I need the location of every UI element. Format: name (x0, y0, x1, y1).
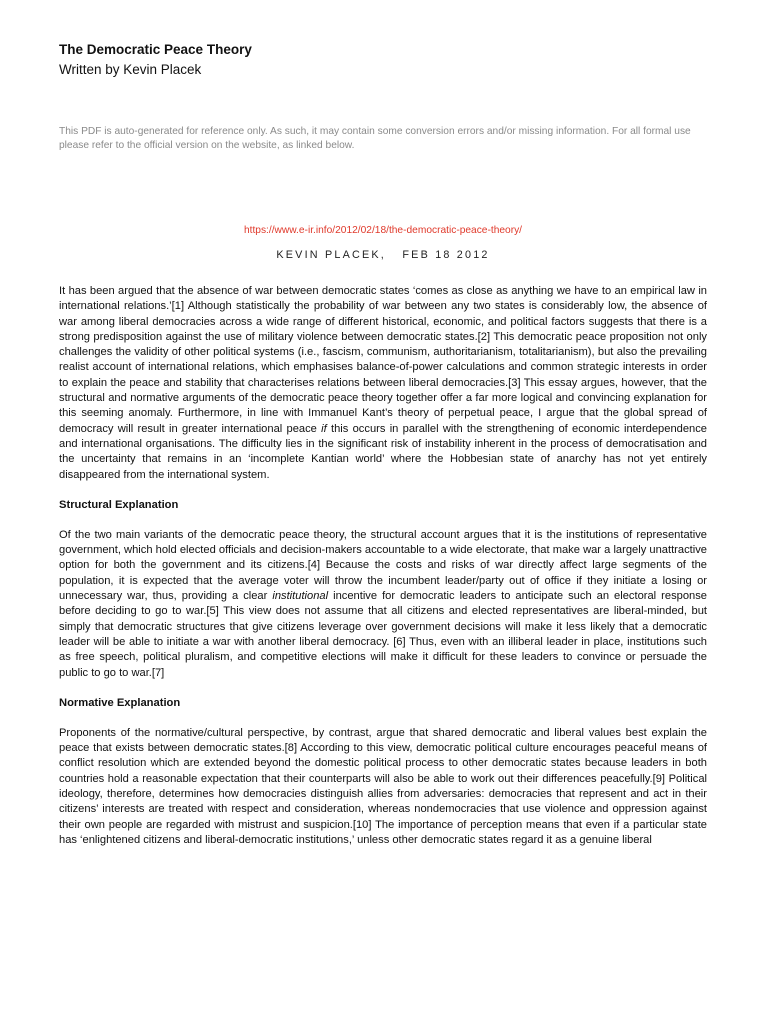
intro-emphasis: if (321, 422, 327, 435)
structural-heading: Structural Explanation (59, 498, 179, 511)
byline-date: FEB 18 2012 (402, 249, 490, 261)
author-line: Written by Kevin Placek (59, 62, 202, 77)
intro-text-2: this occurs in parallel with the strengthening of economic interdependence and international organisations. The difficulty lies in the significant risk of instability inherent in the process of democratisation and the uncertainty that remains in an ‘incomplete Kantian world’ where the Hobbesian state of anarchy has not yet entirely disappeared from the international system. (59, 422, 707, 481)
normative-paragraph: Proponents of the normative/cultural perspective, by contrast, argue that shared democratic and liberal values best explain the peace that exists between democratic states.[8] According to this view, democratic political culture encourages peaceful means of conflict resolution which are extended beyond the domestic political process to other democratic states because leaders in both countries hold a reasonable expectation that their counterparts will also be able to work out their differences peacefully.[9] Political ideology, therefore, determines how democracies distinguish allies from adversaries: democracies that represent and act in their citizens’ interests are treated with respect and consideration, whereas nondemocracies that use violence and oppression against their own people are regarded with mistrust and suspicion.[10] The importance of perception means that even if a particular state has ‘enlightened citizens and liberal-democratic institutions,’ unless other democratic states regard it as a genuine liberal (59, 726, 707, 846)
structural-paragraph (59, 528, 707, 681)
document-page (59, 40, 707, 848)
structural-text-2: incentive for democratic leaders to anticipate such an electoral response before deciding to go to war.[5] This view does not assume that all citizens and elected representatives are liberal-minded, but simply that democratic structures that give citizens leverage over government decisions will make it less likely that a democratic leader will be able to initiate a war with another liberal democracy. [6] Thus, even with an illiberal leader in place, institutions such as free speech, political pluralism, and competitive elections will make it difficult for these leaders to convince or persuade the public to go to war.[7] (59, 590, 707, 679)
article-body (59, 284, 707, 848)
byline-author: KEVIN PLACEK, (276, 249, 386, 261)
source-link[interactable]: https://www.e-ir.info/2012/02/18/the-democratic-peace-theory/ (243, 225, 523, 236)
intro-paragraph (59, 284, 707, 483)
intro-text-1: It has been argued that the absence of war between democratic states ‘comes as close as anything we have to an empirical law in international relations.’[1] Although statistically the probability of war between any two states is considerably low, the absence of war among liberal democracies across a wide range of different historical, economic, and political factors suggests that there is a strong predisposition against the use of military violence between democratic states.[2] This democratic peace proposition not only challenges the validity of other political systems (i.e., fascism, communism, authoritarianism, totalitarianism), but also the prevailing realist account of international relations, which emphasises balance-of-power calculations and common strategic interests in order to explain the peace and stability that characterises relations between liberal democracies.[3] This essay argues, however, that the structural and normative arguments of the democratic peace theory together offer a far more logical and convincing explanation for this seeming anomaly. Furthermore, in line with Immanuel Kant’s theory of perpetual peace, I argue that the global spread of democracy will result in greater international peace (59, 285, 707, 435)
structural-text-1: Of the two main variants of the democratic peace theory, the structural account argues that it is the institutions of representative government, which hold elected officials and decision-makers accountable to a wide electorate, that make war a largely unattractive option for both the government and its citizens.[4] Because the costs and risks of war directly affect large segments of the population, it is expected that the average voter will throw the incumbent leader/party out of office if they initiate a losing or unnecessary war, thus, providing a clear (59, 528, 707, 603)
byline (59, 249, 707, 261)
document-title: The Democratic Peace Theory (59, 42, 252, 57)
normative-heading: Normative Explanation (59, 696, 181, 709)
structural-emphasis: institutional (272, 590, 329, 603)
pdf-disclaimer: This PDF is auto-generated for reference only. As such, it may contain some conversion errors and/or missing information. For all formal use please refer to the official version on the website, as linked below. (59, 126, 691, 151)
